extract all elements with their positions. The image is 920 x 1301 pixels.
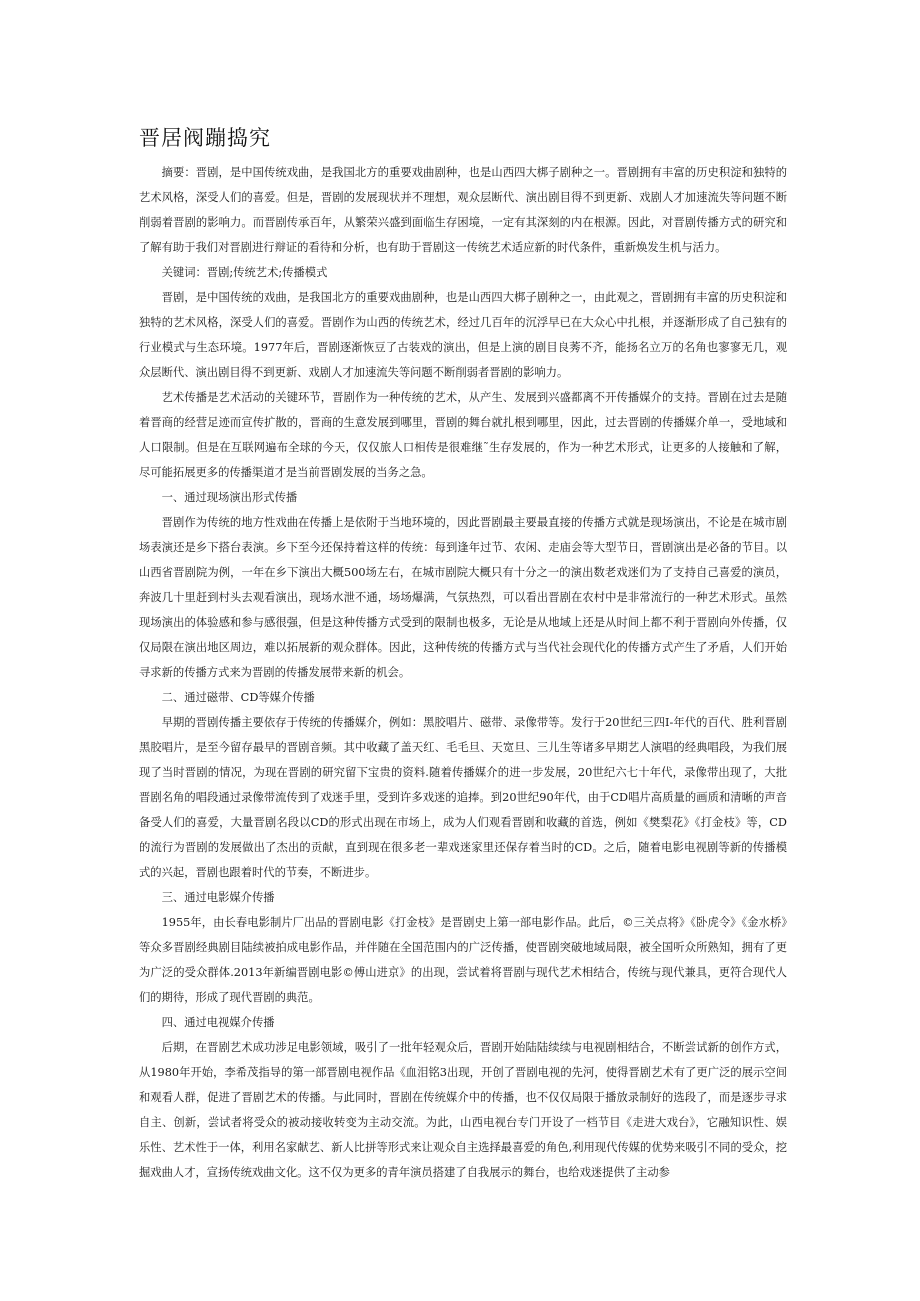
section-paragraph: 后期，在晋剧艺术成功涉足电影领域，吸引了一批年轻观众后，晋剧开始陆陆续续与电视剧相结合，不断尝试新的创作方式，从1980年开始，李希茂指导的第一部晋剧电视作品《血泪铭3出现，开创了晋剧电视的先河，使得晋剧艺术有了更广泛的展示空间和观看人群，促进了晋剧艺术的传播。与此同时，晋剧在传统媒介中的传播，也不仅仅局限于播放录制好的选段了，而是逐步寻求自主、创新，尝试者将受众的被动接收转变为主动交流。为此，山西电视台专门开设了一档节目《走进大戏台》，它融知识性、娱乐性、艺术性于一体，利用名家献艺、新人比拼等形式来让观众自主选择最喜爱的角色,利用现代传媒的优势来吸引不同的受众，挖掘戏曲人才，宣扬传统戏曲文化。这不仅为更多的青年演员搭建了自我展示的舞台，也给戏迷提供了主动参 <box>139 1041 787 1179</box>
intro-paragraph: 艺术传播是艺术活动的关键环节，晋剧作为一种传统的艺术，从产生、发展到兴盛都离不开传播媒介的支持。晋剧在过去是随着晋商的经营足迹而宣传扩散的，晋商的生意发展到哪里，晋剧的舞台就扎根到哪里，因此，过去晋剧的传播媒介单一，受地域和人口限制。但是在互联网遍布全球的今天，仅仅旅人口相传是很难继˜生存发展的，作为一种艺术形式，让更多的人接触和了解，尽可能拓展更多的传播渠道才是当前晋剧发展的当务之急。 <box>139 391 787 479</box>
document-body <box>139 160 787 1185</box>
section-heading: 二、通过磁带、CD等媒介传播 <box>161 691 315 704</box>
intro-paragraph: 晋剧，是中国传统的戏曲，是我国北方的重要戏曲剧种，也是山西四大梆子剧种之一，由此观之，晋剧拥有丰富的历史积淀和独特的艺术风格，深受人们的喜爱。晋剧作为山西的传统艺术，经过几百年的沉浮早已在大众心中扎根，并逐渐形成了自己独有的行业模式与生态环境。1977年后，晋剧逐渐恢豆了古装戏的演出，但是上演的剧目良莠不齐，能扬名立万的名角也寥寥无几，观众层断代、演出剧目得不到更新、戏剧人才加速流失等问题不断削弱者晋剧的影响力。 <box>139 291 787 379</box>
keywords-line: 关键词：晋剧;传统艺术;传播模式 <box>161 266 328 279</box>
section-heading: 三、通过电影媒介传播 <box>161 891 275 904</box>
section-paragraph: 早期的晋剧传播主要依存于传统的传播媒介，例如：黑胶唱片、磁带、录像带等。发行于20世纪三四I-年代的百代、胜利晋剧黑胶唱片，是至今留存最早的晋剧音频。其中收藏了盖天红、毛毛旦、天宽旦、三儿生等诸多早期艺人演唱的经典唱段，为我们展现了当时晋剧的情况，为现在晋剧的研究留下宝贵的资料.随着传播媒介的进一步发展，20世纪六七十年代，录像带出现了，大批晋剧名角的唱段通过录像带流传到了戏迷手里，受到许多戏迷的追捧。到20世纪90年代，由于CD唱片高质量的画质和清晰的声音备受人们的喜爱，大量晋剧名段以CD的形式出现在市场上，成为人们观看晋剧和收藏的首选，例如《樊梨花》《打金枝》等，CD的流行为晋剧的发展做出了杰出的贡献，直到现在很多老一辈戏迷家里还保存着当时的CD。之后，随着电影电视剧等新的传播模式的兴起，晋剧也跟着时代的节奏，不断进步。 <box>139 716 787 879</box>
section-paragraph: 1955年，由长春电影制片厂出品的晋剧电影《打金枝》是晋剧史上第一部电影作品。此后，©三关点将》《卧虎令》《金水桥》等众多晋剧经典剧目陆续被拍成电影作品，并伴随在全国范围内的广泛传播，使晋剧突破地域局限，被全国听众所熟知，拥有了更为广泛的受众群体.2013年新编晋剧电影©傅山进京》的出现，尝试着将晋剧与现代艺术相结合，传统与现代兼具，更符合现代人们的期待，形成了现代晋剧的典范。 <box>139 916 787 1004</box>
section-heading: 四、通过电视媒介传播 <box>161 1016 275 1029</box>
document-title: 晋居阀蹦捣究 <box>139 126 271 150</box>
section-heading: 一、通过现场演出形式传播 <box>161 491 298 504</box>
abstract-paragraph: 摘要：晋剧，是中国传统戏曲，是我国北方的重要戏曲剧种，也是山西四大梆子剧种之一。晋剧拥有丰富的历史积淀和独特的艺术风格，深受人们的喜爱。但是，晋剧的发展现状并不理想，观众层断代、演出剧目得不到更新、戏剧人才加速流失等问题不断削弱着晋剧的影响力。而晋剧传承百年，从繁荣兴盛到面临生存困境，一定有其深刻的内在根源。因此，对晋剧传播方式的研究和了解有助于我们对晋剧进行辩证的看待和分析，也有助于晋剧这一传统艺术适应新的时代条件，重新焕发生机与活力。 <box>139 166 787 254</box>
section-paragraph: 晋剧作为传统的地方性戏曲在传播上是依附于当地环境的，因此晋剧最主要最直接的传播方式就是现场演出，不论是在城市剧场表演还是乡下搭台表演。乡下至今还保持着这样的传统：每到逢年过节、农闲、走庙会等大型节日，晋剧演出是必备的节目。以山西省晋剧院为例，一年在乡下演出大概500场左右，在城市剧院大概只有十分之一的演出数老戏迷们为了支持自己喜爱的演员，奔波几十里赶到村头去观看演出，现场水泄不通，场场爆满，气氛热烈，可以看出晋剧在农村中是非常流行的一种艺术形式。虽然现场演出的体验感和参与感很强，但是这种传播方式受到的限制也极多，无论是从地域上还是从时间上都不利于晋剧向外传播，仅仅局限在演出地区周边，难以拓展新的观众群体。因此，这种传统的传播方式与当代社会现代化的传播方式产生了矛盾，人们开始寻求新的传播方式来为晋剧的传播发展带来新的机会。 <box>139 516 787 679</box>
